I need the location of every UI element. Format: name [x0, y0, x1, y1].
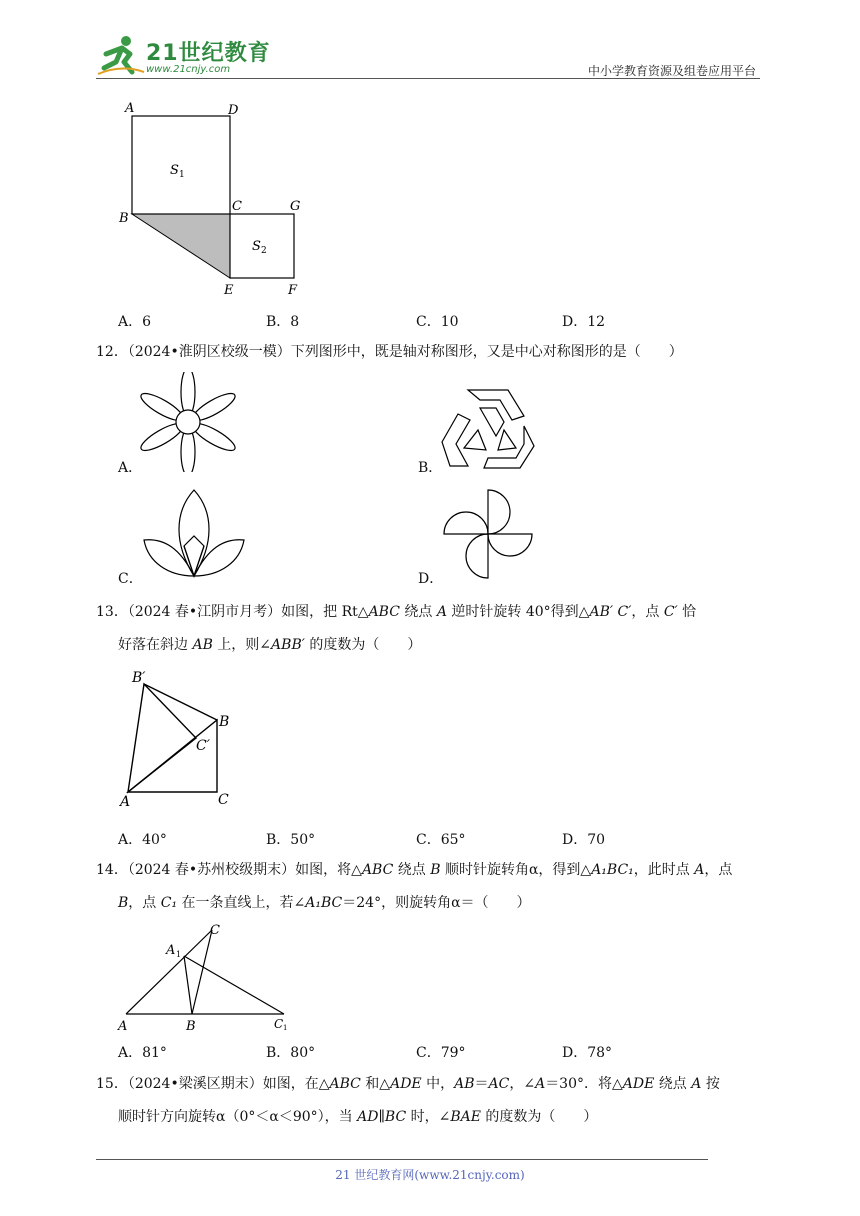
- footer-divider: [96, 1159, 708, 1160]
- q13-text: 好落在斜边: [118, 637, 193, 653]
- q12-option-b[interactable]: B．: [418, 460, 443, 476]
- q14-stem-line1: [96, 854, 732, 887]
- q13-stem-line2: [118, 629, 421, 662]
- q15-var: ADE: [390, 1076, 422, 1092]
- q14-label-a: A: [118, 1019, 128, 1032]
- q11-label-d: D: [228, 103, 239, 118]
- q12-number: 12．: [96, 344, 128, 360]
- q11-label-s2: S: [252, 239, 261, 254]
- q15-var: AC: [488, 1076, 510, 1092]
- q14-option-d[interactable]: D．78°: [562, 1045, 613, 1061]
- q14-rotation-figure: [114, 920, 294, 1032]
- q14-var: A: [694, 862, 705, 878]
- q13-option-a[interactable]: A．40°: [118, 832, 167, 848]
- q14-text: ，此时点: [633, 862, 695, 878]
- q12-recycle-figure: [438, 386, 538, 470]
- q14-label-b: B: [186, 1019, 196, 1032]
- q11-option-a[interactable]: A．6: [118, 314, 152, 330]
- q15-stem-line2: [118, 1101, 597, 1134]
- q15-text: 按: [701, 1076, 720, 1092]
- q13-number: 13．: [96, 604, 128, 620]
- q14-label-c: C: [210, 923, 220, 938]
- q13-var: A: [436, 604, 447, 620]
- q15-text: 绕点: [654, 1076, 692, 1092]
- header-platform-title: 中小学教育资源及组卷应用平台: [587, 64, 756, 78]
- q15-var: A: [691, 1076, 702, 1092]
- q14-label-c1: C: [274, 1017, 284, 1031]
- q15-text: 的度数为（ ）: [480, 1109, 598, 1125]
- q13-var: AB: [192, 637, 213, 653]
- q11-label-a: A: [125, 101, 135, 116]
- q14-var: A₁BC: [305, 895, 343, 911]
- q14-text: ，点: [704, 862, 733, 878]
- q11-label-f: F: [288, 283, 298, 298]
- q15-var: A: [535, 1076, 546, 1092]
- q13-option-c[interactable]: C．65°: [416, 832, 466, 848]
- q14-stem-line2: [118, 887, 531, 920]
- q13-label-b: B: [219, 714, 230, 730]
- q14-number: 14．: [96, 862, 128, 878]
- q13-label-b-prime: B′: [132, 670, 146, 686]
- q13-rotation-figure: [114, 668, 244, 810]
- q13-var: C′: [663, 604, 678, 620]
- q11-option-d[interactable]: D．12: [562, 314, 606, 330]
- q12-text: （2024•淮阴区校级一模）下列图形中，既是轴对称图形，又是中心对称图形的是（ ）: [127, 344, 683, 360]
- q11-squares-figure: [116, 98, 316, 298]
- q14-var: B: [430, 862, 441, 878]
- q13-var: ABC: [368, 604, 400, 620]
- q12-lotus-figure: [140, 486, 248, 580]
- q13-text: 上，则∠: [212, 637, 272, 653]
- q13-option-d[interactable]: D．70: [562, 832, 606, 848]
- q11-label-c: C: [232, 199, 242, 214]
- q13-text: 逆时针旋转 40°得到△: [446, 604, 590, 620]
- q15-text: ＝30°．将△: [545, 1076, 623, 1092]
- q15-var: BC: [384, 1109, 407, 1125]
- q11-option-c[interactable]: C．10: [416, 314, 459, 330]
- q14-text: （2024 春•苏州校级期末）如图，将△: [127, 862, 362, 878]
- q14-text: ＝24°，则旋转角α＝（ ）: [342, 895, 531, 911]
- q12-option-a[interactable]: A．: [118, 460, 143, 476]
- q12-flower-figure: [138, 372, 238, 472]
- q11-option-b[interactable]: B．8: [266, 314, 300, 330]
- q13-text: （2024 春•江阴市月考）如图，把 Rt△: [127, 604, 369, 620]
- logo-url: www.21cnjy.com: [146, 64, 231, 75]
- q11-label-g: G: [290, 199, 301, 214]
- q15-var: BAE: [450, 1109, 481, 1125]
- q15-text: 时，∠: [406, 1109, 451, 1125]
- q13-label-a: A: [120, 794, 131, 810]
- q14-var: B: [118, 895, 129, 911]
- q14-var: C₁: [160, 895, 178, 911]
- q14-var: ABC: [361, 862, 394, 878]
- header-divider: [96, 78, 760, 79]
- q13-label-c-prime: C′: [196, 738, 210, 754]
- q15-text: ＝: [474, 1076, 489, 1092]
- q13-text: 恰: [677, 604, 697, 620]
- q14-option-b[interactable]: B．80°: [266, 1045, 316, 1061]
- q11-label-s1: S: [170, 163, 179, 178]
- q14-var: A₁BC₁: [591, 862, 634, 878]
- q15-var: ABC: [329, 1076, 361, 1092]
- q14-text: 绕点: [393, 862, 431, 878]
- q15-stem-line1: [96, 1068, 720, 1101]
- q13-var: AB′ C′: [589, 604, 632, 620]
- q15-var: AB: [454, 1076, 475, 1092]
- q11-label-b: B: [119, 211, 129, 226]
- q11-label-s2-sub: 2: [261, 246, 267, 256]
- logo-text: 21世纪教育: [146, 41, 271, 66]
- q15-text: ，∠: [509, 1076, 536, 1092]
- q12-pinwheel-figure: [440, 488, 536, 580]
- q12-stem: [96, 336, 683, 369]
- q15-text: 顺时针方向旋转α（0°＜α＜90°），当: [118, 1109, 358, 1125]
- q14-label-a1-sub: 1: [176, 950, 182, 959]
- q13-stem-line1: [96, 596, 696, 629]
- q14-text: 顺时针旋转角α，得到△: [440, 862, 592, 878]
- q13-text: 绕点: [399, 604, 437, 620]
- runner-logo-icon: [96, 34, 146, 76]
- q14-option-c[interactable]: C．79°: [416, 1045, 466, 1061]
- q15-number: 15．: [96, 1076, 128, 1092]
- q15-text: 和△: [360, 1076, 391, 1092]
- q15-text: ∥: [378, 1109, 385, 1125]
- q14-option-a[interactable]: A．81°: [118, 1045, 167, 1061]
- q13-option-b[interactable]: B．50°: [266, 832, 316, 848]
- q12-option-d[interactable]: D．: [418, 571, 444, 587]
- q13-text: ，点: [631, 604, 664, 620]
- q15-text: 中，: [421, 1076, 455, 1092]
- q11-label-s1-sub: 1: [179, 170, 185, 180]
- q11-label-e: E: [224, 283, 234, 298]
- q13-text: 的度数为（ ）: [304, 637, 422, 653]
- q12-option-c[interactable]: C．: [118, 571, 143, 587]
- q14-label-a1: A: [166, 943, 176, 958]
- q14-text: ，点: [128, 895, 161, 911]
- q15-var: AD: [357, 1109, 379, 1125]
- q14-label-c1-sub: 1: [283, 1024, 288, 1032]
- q15-text: （2024•梁溪区期末）如图，在△: [127, 1076, 330, 1092]
- footer-site-link[interactable]: 21 世纪教育网(www.21cnjy.com): [335, 1168, 525, 1182]
- q15-var: ADE: [622, 1076, 655, 1092]
- q13-label-c: C: [218, 792, 229, 808]
- q14-text: 在一条直线上，若∠: [177, 895, 306, 911]
- q13-var: ABB′: [271, 637, 305, 653]
